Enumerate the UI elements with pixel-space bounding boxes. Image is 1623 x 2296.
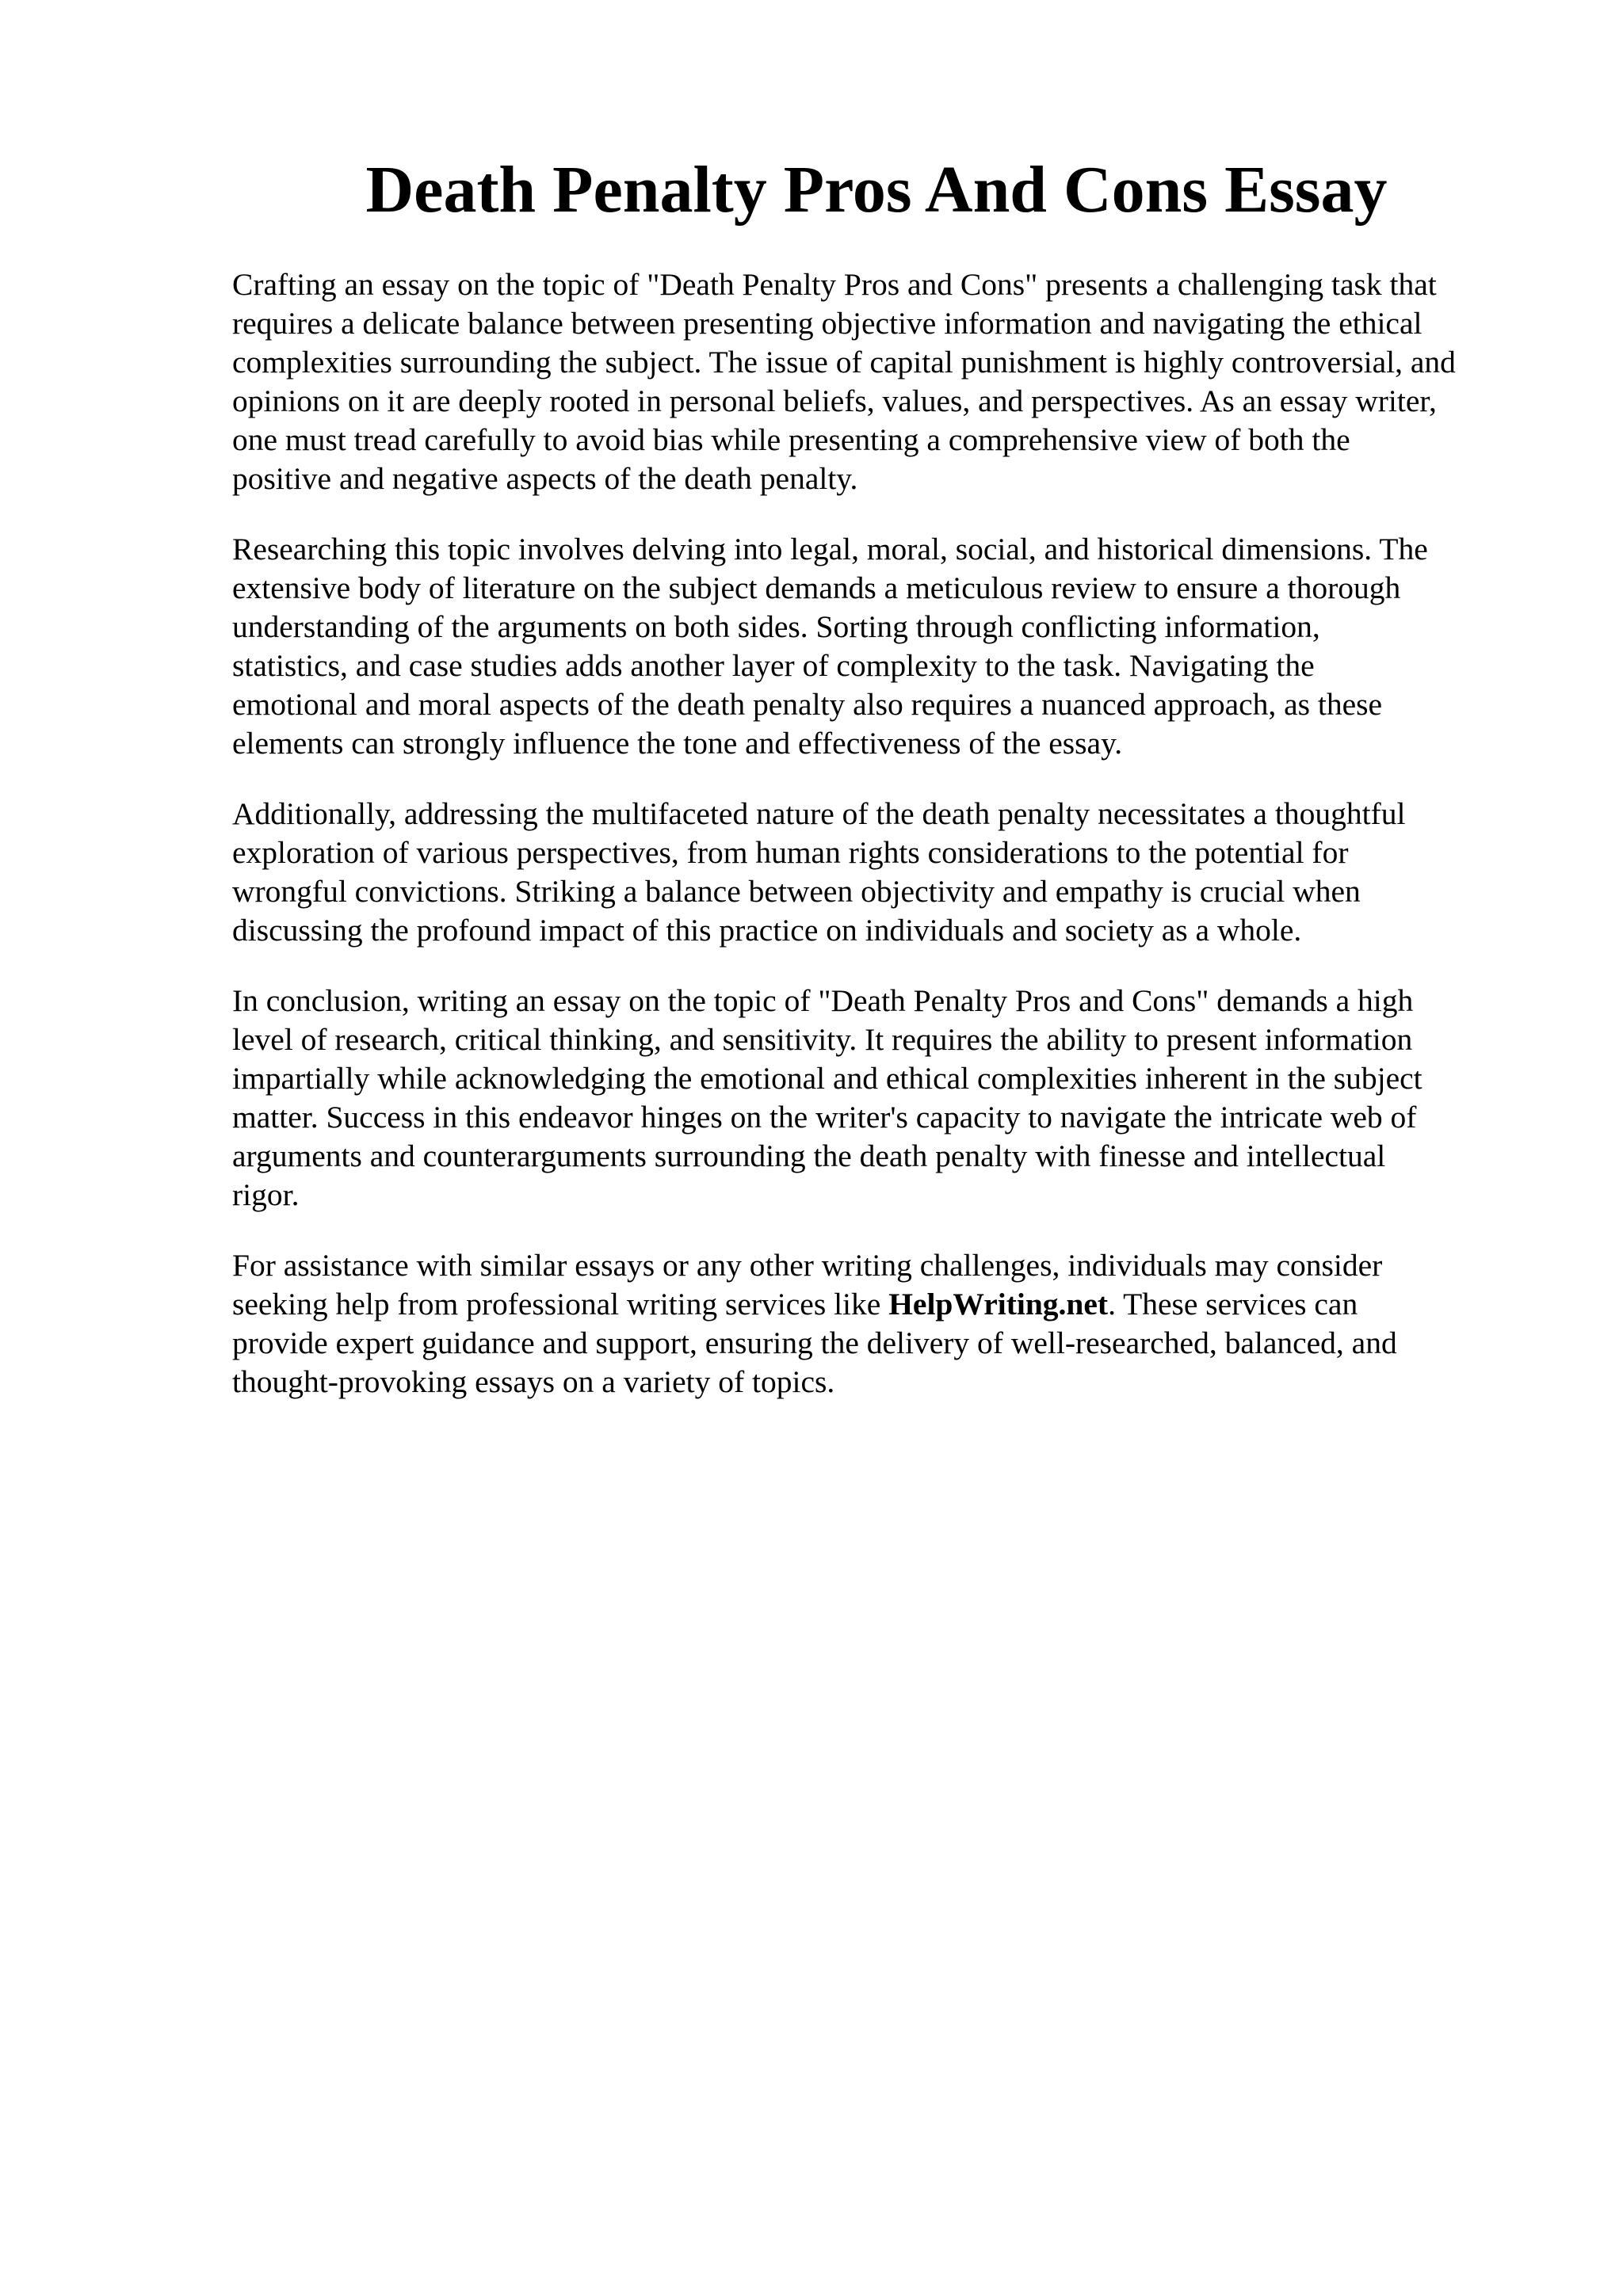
paragraph-line: impartially while acknowledging the emotional and ethical complexities inherent in the subject: [232, 1061, 1423, 1096]
closing-paragraph: [232, 1246, 1532, 1402]
paragraph-line: statistics, and case studies adds another layer of complexity to the task. Navigating the: [232, 648, 1315, 683]
essay-body: [232, 265, 1532, 1433]
paragraph-line: Additionally, addressing the multifaceted nature of the death penalty necessitates a thoughtful: [232, 796, 1406, 831]
paragraph-line: one must tread carefully to avoid bias while presenting a comprehensive view of both the: [232, 422, 1350, 457]
helpwriting-link[interactable]: HelpWriting.net: [888, 1287, 1109, 1322]
paragraph-line: wrongful convictions. Striking a balance between objectivity and empathy is crucial when: [232, 874, 1361, 909]
paragraph-line: matter. Success in this endeavor hinges on the writer's capacity to navigate the intricate web of: [232, 1100, 1417, 1135]
essay-paragraph: [232, 530, 1532, 763]
paragraph-line: opinions on it are deeply rooted in personal beliefs, values, and perspectives. As an essay writer,: [232, 383, 1437, 418]
paragraph-line: complexities surrounding the subject. The issue of capital punishment is highly controversial, and: [232, 345, 1456, 379]
paragraph-line: understanding of the arguments on both sides. Sorting through conflicting information,: [232, 609, 1320, 644]
paragraph-line: requires a delicate balance between presenting objective information and navigating the ethical: [232, 306, 1423, 341]
paragraph-line: level of research, critical thinking, and sensitivity. It requires the ability to present information: [232, 1022, 1413, 1057]
paragraph-line: emotional and moral aspects of the death penalty also requires a nuanced approach, as these: [232, 687, 1383, 722]
paragraph-line: In conclusion, writing an essay on the topic of "Death Penalty Pros and Cons" demands a high: [232, 983, 1414, 1018]
paragraph-line: rigor.: [232, 1177, 300, 1212]
document-title: Death Penalty Pros And Cons Essay: [365, 153, 1388, 227]
paragraph-line: extensive body of literature on the subject demands a meticulous review to ensure a thorough: [232, 570, 1401, 605]
paragraph-line: For assistance with similar essays or any other writing challenges, individuals may consider: [232, 1248, 1383, 1283]
paragraph-line: Researching this topic involves delving into legal, moral, social, and historical dimensions. The: [232, 532, 1428, 566]
essay-paragraph: [232, 795, 1532, 950]
essay-paragraph: [232, 265, 1532, 498]
essay-paragraph: [232, 982, 1532, 1215]
paragraph-line: thought-provoking essays on a variety of topics.: [232, 1364, 835, 1399]
closing-text-before-link: seeking help from professional writing services like: [232, 1287, 889, 1322]
paragraph-line: positive and negative aspects of the death penalty.: [232, 461, 858, 496]
paragraph-line: provide expert guidance and support, ensuring the delivery of well-researched, balanced, and: [232, 1325, 1397, 1360]
paragraph-line: [232, 1285, 1532, 1324]
paragraph-list: [232, 265, 1532, 1215]
paragraph-line: arguments and counterarguments surrounding the death penalty with finesse and intellectual: [232, 1138, 1386, 1173]
paragraph-line: elements can strongly influence the tone and effectiveness of the essay.: [232, 726, 1123, 761]
paragraph-line: Crafting an essay on the topic of "Death Penalty Pros and Cons" presents a challenging task that: [232, 267, 1437, 302]
paragraph-line: exploration of various perspectives, from human rights considerations to the potential for: [232, 835, 1349, 870]
closing-text-after-link: . These services can: [1108, 1287, 1358, 1322]
paragraph-line: discussing the profound impact of this practice on individuals and society as a whole.: [232, 913, 1302, 948]
